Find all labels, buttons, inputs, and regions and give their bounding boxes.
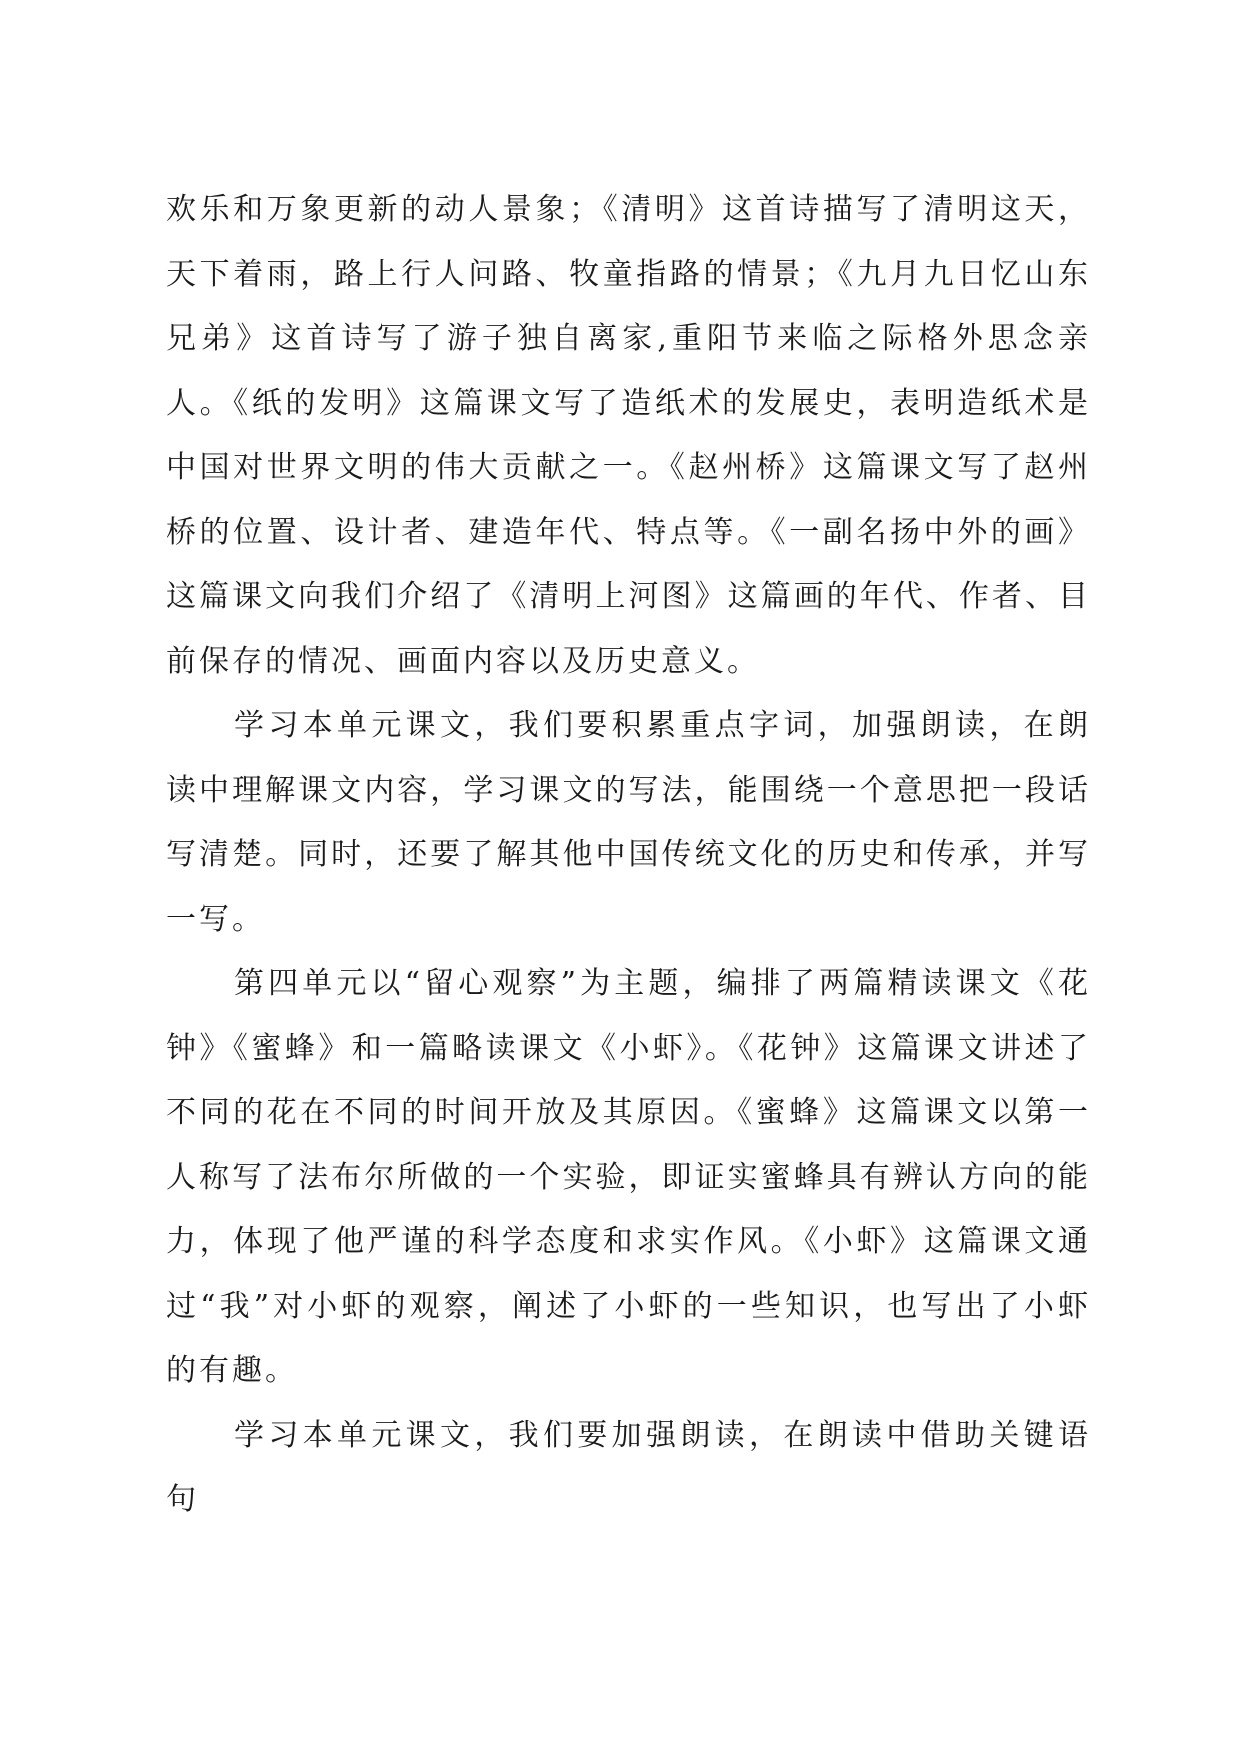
paragraph-poems-summary: 欢乐和万象更新的动人景象；《清明》这首诗描写了清明这天，天下着雨，路上行人问路、牧童指路的情景；《九月九日忆山东兄弟》这首诗写了游子独自离家,重阳节来临之际格外思念亲人。《纸的发明》这篇课文写了造纸术的发展史，表明造纸术是中国对世界文明的伟大贡献之一。《赵州桥》这篇课文写了赵州桥的位置、设计者、建造年代、特点等。《一副名扬中外的画》这篇课文向我们介绍了《清明上河图》这篇画的年代、作者、目前保存的情况、画面内容以及历史意义。 <box>166 192 1091 679</box>
paragraph-unit-four-overview: 第四单元以“留心观察”为主题，编排了两篇精读课文《花钟》《蜜蜂》和一篇略读课文《小虾》。《花钟》这篇课文讲述了不同的花在不同的时间开放及其原因。《蜜蜂》这篇课文以第一人称写了法布尔所做的一个实验，即证实蜜蜂具有辨认方向的能力，体现了他严谨的科学态度和求实作风。《小虾》这篇课文通过“我”对小虾的观察，阐述了小虾的一些知识，也写出了小虾的有趣。 <box>166 966 1091 1388</box>
paragraph-unit-study-goals: 学习本单元课文，我们要积累重点字词，加强朗读，在朗读中理解课文内容，学习课文的写法，能围绕一个意思把一段话写清楚。同时，还要了解其他中国传统文化的历史和传承，并写一写。 <box>166 708 1091 937</box>
document-page <box>166 178 1091 1533</box>
paragraph-unit-four-study-goals: 学习本单元课文，我们要加强朗读，在朗读中借助关键语句 <box>166 1417 1091 1517</box>
